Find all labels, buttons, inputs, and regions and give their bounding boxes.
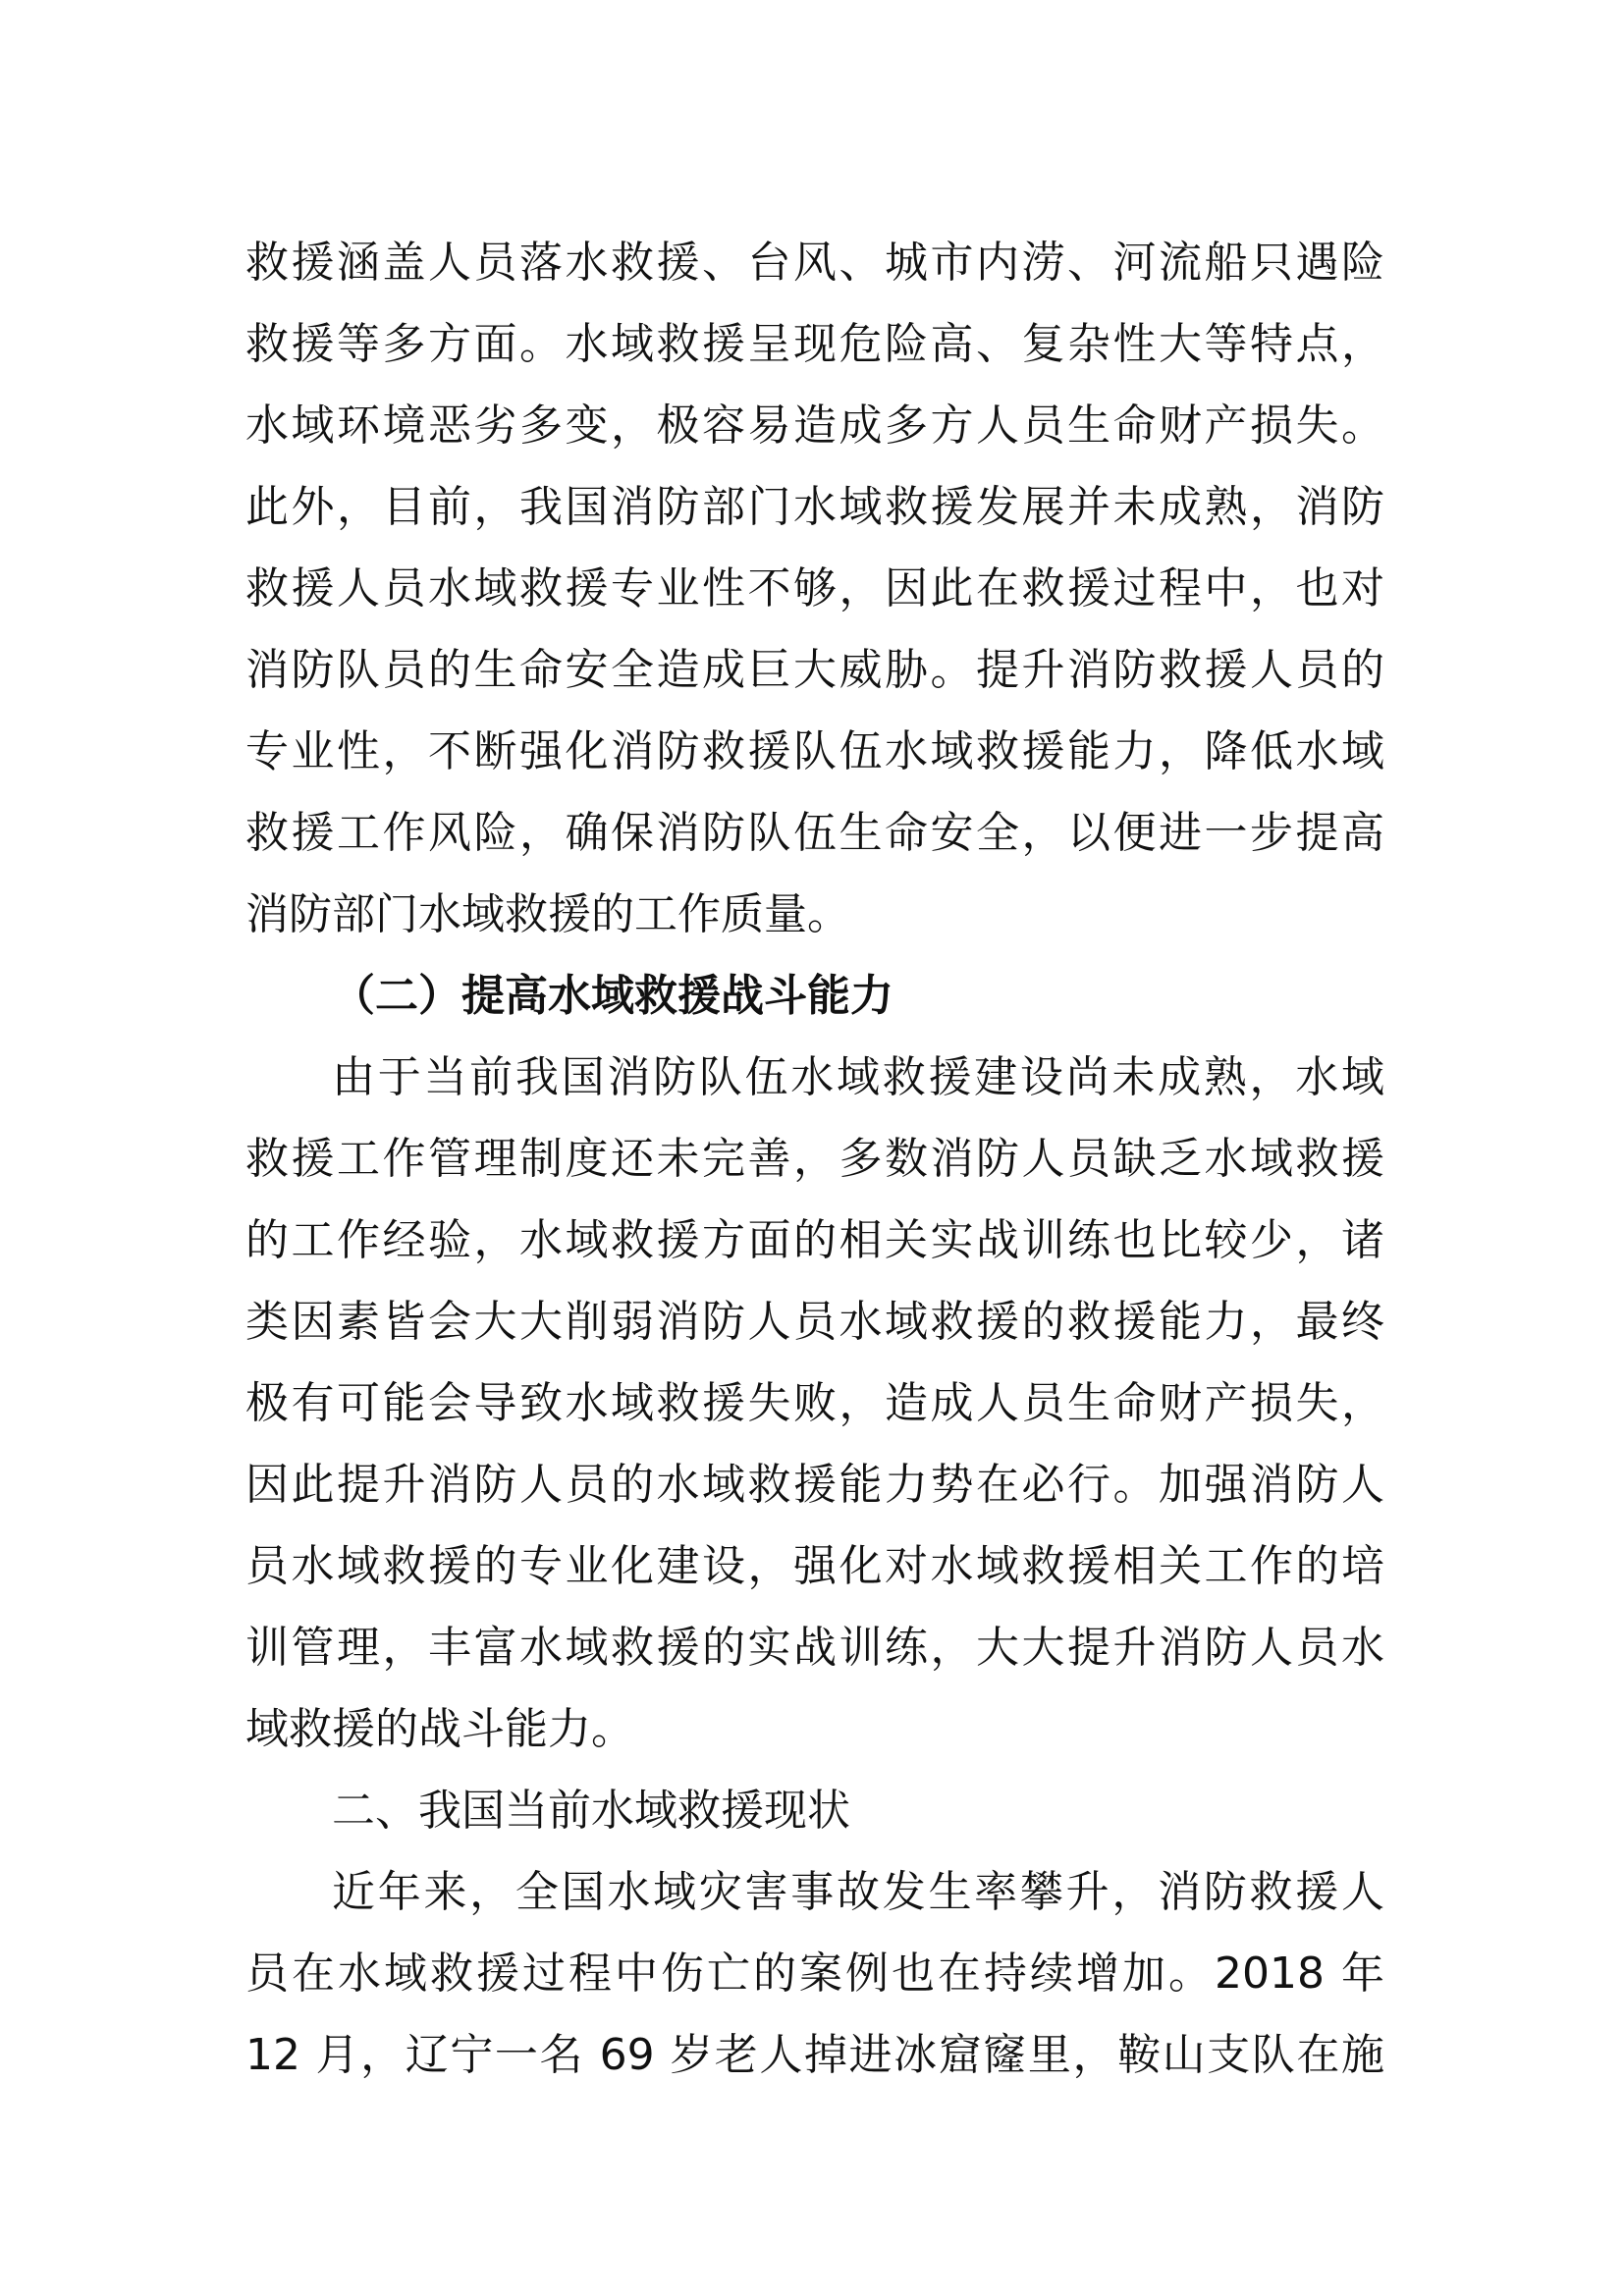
text-line: 因此提升消防人员的水域救援能力势在必行。加强消防人	[245, 1460, 1384, 1510]
text-line: 域救援的战斗能力。	[245, 1704, 634, 1754]
text-line: 救援涵盖人员落水救援、台风、城市内涝、河流船只遇险	[245, 238, 1384, 288]
text-line: 专业性，不断强化消防救援队伍水域救援能力，降低水域	[245, 726, 1384, 776]
document-body	[245, 222, 1384, 2096]
section-heading-current-status: 二、我国当前水域救援现状	[332, 1786, 850, 1836]
text-line: 员在水域救援过程中伤亡的案例也在持续增加。2018 年	[245, 1949, 1384, 1999]
paragraph-capability	[245, 1037, 1384, 1770]
subheading-combat-capability: （二）提高水域救援战斗能力	[332, 971, 893, 1021]
text-line: 极有可能会导致水域救援失败，造成人员生命财产损失，	[245, 1378, 1384, 1428]
paragraph-rescue-scope	[245, 222, 1384, 955]
text-line: 救援工作风险，确保消防队伍生命安全，以便进一步提高	[245, 808, 1384, 858]
text-line: 类因素皆会大大削弱消防人员水域救援的救援能力，最终	[245, 1297, 1384, 1347]
text-line: 消防队员的生命安全造成巨大威胁。提升消防救援人员的	[245, 645, 1384, 695]
text-line: 水域环境恶劣多变，极容易造成多方人员生命财产损失。	[245, 400, 1384, 451]
text-line: 消防部门水域救援的工作质量。	[245, 889, 850, 939]
paragraph-recent-cases	[245, 1851, 1384, 2096]
text-line: 救援人员水域救援专业性不够，因此在救援过程中，也对	[245, 563, 1384, 614]
text-line: 救援等多方面。水域救援呈现危险高、复杂性大等特点，	[245, 319, 1384, 369]
text-line: 救援工作管理制度还未完善，多数消防人员缺乏水域救援	[245, 1134, 1384, 1184]
text-line: 此外，目前，我国消防部门水域救援发展并未成熟，消防	[245, 482, 1384, 532]
text-line: 12 月，辽宁一名 69 岁老人掉进冰窟窿里，鞍山支队在施	[245, 2030, 1384, 2080]
text-line: 近年来，全国水域灾害事故发生率攀升，消防救援人	[332, 1867, 1384, 1917]
text-line: 的工作经验，水域救援方面的相关实战训练也比较少，诸	[245, 1215, 1384, 1265]
text-line: 训管理，丰富水域救援的实战训练，大大提升消防人员水	[245, 1623, 1384, 1673]
text-line: 员水域救援的专业化建设，强化对水域救援相关工作的培	[245, 1541, 1384, 1591]
text-line: 由于当前我国消防队伍水域救援建设尚未成熟，水域	[332, 1052, 1384, 1102]
